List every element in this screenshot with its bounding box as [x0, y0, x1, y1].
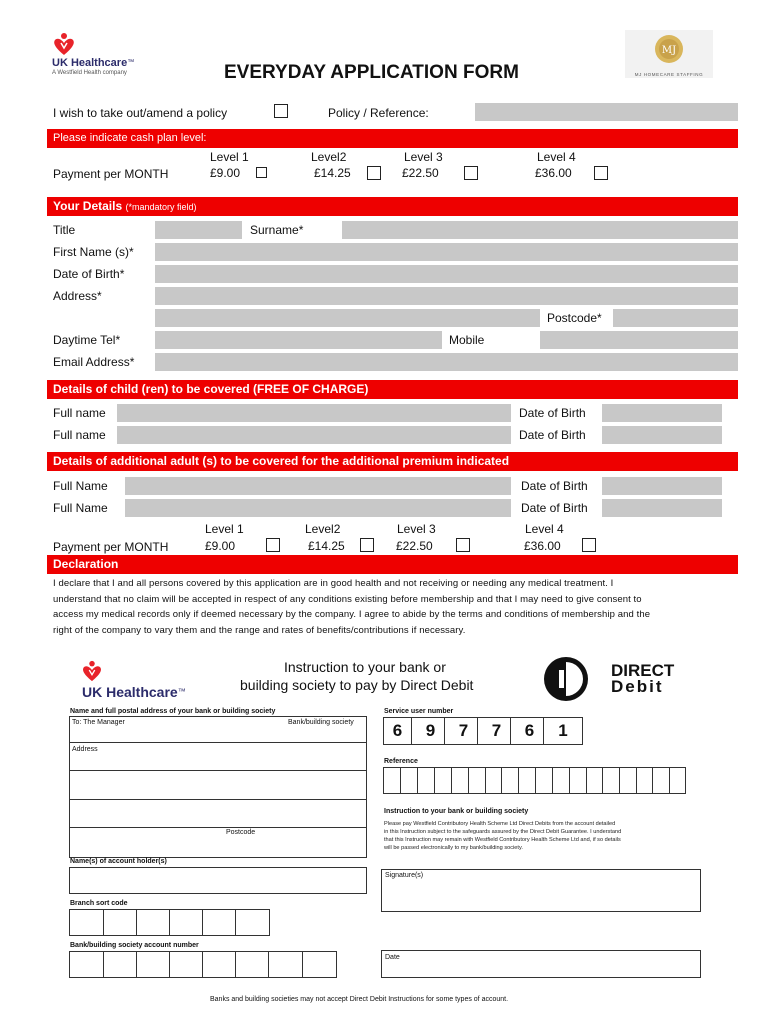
sort-code-label: Branch sort code	[70, 900, 128, 907]
reference-cell	[637, 768, 653, 793]
service-user-digit: 1	[558, 721, 568, 740]
child-1-name-input[interactable]	[117, 404, 511, 422]
svg-text:MJ: MJ	[661, 45, 677, 56]
mandatory-note: (*mandatory field)	[125, 202, 197, 212]
address-label: Address*	[53, 289, 102, 303]
first-name-input[interactable]	[155, 243, 738, 261]
your-details-title: Your Details	[53, 199, 123, 213]
account-number-input[interactable]	[69, 951, 337, 978]
level-2-checkbox[interactable]	[367, 166, 381, 180]
reference-cell	[519, 768, 536, 793]
level-3-label: Level 3	[404, 150, 443, 164]
direct-debit-emblem-icon	[543, 656, 589, 702]
dd-title-line-1: Instruction to your bank or	[284, 659, 446, 675]
declaration-bar	[47, 555, 738, 574]
adult-1-dob-input[interactable]	[602, 477, 722, 495]
level-2-label: Level2	[311, 150, 347, 164]
dd-address-label: Address	[72, 746, 98, 753]
children-bar	[47, 380, 738, 399]
reference-cell	[570, 768, 587, 793]
instruction-line: Please pay Westfield Contributory Health Scheme Ltd Direct Debits from the account detailed	[384, 821, 616, 827]
declaration-line: right of the company to vary them and the range and rates of benefits/contributions if necessary.	[53, 624, 466, 636]
signature-box[interactable]	[381, 869, 701, 912]
first-name-label: First Name (s)*	[53, 245, 134, 259]
logo-tm: ™	[127, 59, 135, 66]
reference-cell	[401, 768, 418, 793]
daytime-tel-label: Daytime Tel*	[53, 333, 121, 347]
bank-address-label: Name and full postal address of your bank or building society	[70, 708, 276, 715]
bank-society-text: Bank/building society	[288, 719, 354, 726]
sort-code-cell	[137, 910, 170, 935]
adult-2-name-label: Full Name	[53, 501, 108, 515]
instruction-line: in this Instruction subject to the safeguards assured by the Direct Debit Guarantee. I understand	[384, 829, 622, 835]
reference-cell	[553, 768, 570, 793]
postcode-input[interactable]	[613, 309, 738, 327]
divider	[70, 742, 366, 743]
dd-footer-note: Banks and building societies may not accept Direct Debit Instructions for some types of account.	[210, 996, 509, 1003]
heart-figure-icon	[52, 32, 76, 56]
policy-reference-input[interactable]	[475, 103, 738, 121]
account-number-cell	[137, 952, 170, 977]
child-1-name-label: Full name	[53, 406, 106, 420]
page-title: EVERYDAY APPLICATION FORM	[224, 62, 519, 83]
adult-2-dob-label: Date of Birth	[521, 501, 588, 515]
policy-reference-label: Policy / Reference:	[328, 106, 429, 120]
signature-label: Signature(s)	[385, 872, 424, 879]
account-number-cell	[203, 952, 236, 977]
adult-level-4-label: Level 4	[525, 522, 564, 536]
service-user-digit: 7	[483, 718, 511, 744]
dob-input[interactable]	[155, 265, 738, 283]
reference-cell	[502, 768, 519, 793]
service-user-digit: 6	[516, 718, 544, 744]
level-3-price: £22.50	[402, 166, 439, 180]
level-1-label: Level 1	[210, 150, 249, 164]
adult-level-4-price: £36.00	[524, 539, 561, 553]
email-label: Email Address*	[53, 355, 135, 369]
account-number-cell	[170, 952, 203, 977]
level-1-checkbox[interactable]	[256, 167, 267, 178]
your-details-bar	[47, 197, 738, 216]
children-bar-title: Details of child (ren) to be covered (FREE OF CHARGE)	[53, 382, 369, 396]
level-3-checkbox[interactable]	[464, 166, 478, 180]
adults-bar-title: Details of additional adult (s) to be covered for the additional premium indicated	[53, 454, 510, 468]
reference-cell	[620, 768, 637, 793]
service-user-digit: 6	[384, 718, 412, 744]
reference-cell	[587, 768, 603, 793]
heart-figure-icon	[81, 660, 103, 682]
declaration-line: understand that no claim will be accepted in respect of any conditions existing before membership and that I may need to give consent to	[53, 593, 642, 605]
daytime-tel-input[interactable]	[155, 331, 442, 349]
adult-level-2-label: Level2	[305, 522, 341, 536]
dd-uk-healthcare-logo	[78, 660, 188, 700]
logo-brand: UK Healthcare	[52, 57, 128, 69]
bank-address-box[interactable]	[69, 716, 367, 858]
address-input-line-1[interactable]	[155, 287, 738, 305]
dd-postcode-label: Postcode	[226, 829, 256, 836]
reference-cell	[418, 768, 435, 793]
instruction-text	[384, 820, 704, 852]
adult-payment-label: Payment per MONTH	[53, 540, 169, 554]
adult-level-4-checkbox[interactable]	[582, 538, 596, 552]
divider	[70, 770, 366, 771]
partner-logo-text: MJ HOMECARE STAFFING	[634, 72, 704, 77]
adult-1-name-label: Full Name	[53, 479, 108, 493]
account-number-cell	[236, 952, 269, 977]
dd-logo-tm: ™	[177, 687, 186, 696]
adult-2-name-input[interactable]	[125, 499, 511, 517]
cash-plan-bar	[47, 129, 738, 148]
reference-cell	[469, 768, 486, 793]
instruction-line: will be passed electronically to my bank/building society.	[384, 845, 523, 851]
partner-logo	[625, 30, 713, 78]
level-2-price: £14.25	[314, 166, 351, 180]
sort-code-input[interactable]	[69, 909, 270, 936]
adult-level-2-price: £14.25	[308, 539, 345, 553]
account-number-label: Bank/building society account number	[70, 942, 199, 949]
account-number-cell	[104, 952, 137, 977]
instruction-line: that this Instruction may remain with Westfield Contributory Health Scheme Ltd and, if so details	[384, 837, 621, 843]
reference-cell	[603, 768, 620, 793]
adults-bar	[47, 452, 738, 471]
adult-2-dob-input[interactable]	[602, 499, 722, 517]
mj-emblem-icon	[654, 34, 684, 64]
divider	[70, 799, 366, 800]
postcode-label: Postcode*	[547, 311, 602, 325]
reference-cell	[536, 768, 553, 793]
date-box[interactable]	[381, 950, 701, 978]
surname-input[interactable]	[342, 221, 738, 239]
level-4-price: £36.00	[535, 166, 572, 180]
adult-level-1-label: Level 1	[205, 522, 244, 536]
adult-1-dob-label: Date of Birth	[521, 479, 588, 493]
mobile-input[interactable]	[540, 331, 738, 349]
child-2-dob-label: Date of Birth	[519, 428, 586, 442]
adult-level-2-checkbox[interactable]	[360, 538, 374, 552]
date-label: Date	[385, 954, 400, 961]
instruction-label: Instruction to your bank or building society	[384, 808, 529, 815]
declaration-bar-title: Declaration	[53, 557, 119, 571]
child-1-dob-label: Date of Birth	[519, 406, 586, 420]
dd-logo-line-2: Debit	[611, 677, 664, 696]
child-2-dob-input[interactable]	[602, 426, 722, 444]
service-user-digit: 7	[450, 718, 478, 744]
take-out-policy-label: I wish to take out/amend a policy	[53, 106, 228, 120]
reference-cell	[384, 768, 401, 793]
level-4-checkbox[interactable]	[594, 166, 608, 180]
reference-cell	[452, 768, 469, 793]
declaration-line: access my medical records only if deemed necessary by the company. I agree to abide by the terms and conditions of membership and the	[53, 609, 651, 620]
sort-code-cell	[203, 910, 236, 935]
declaration-line: I declare that I and all persons covered by this application are in good health and not receiving or needing any medical treatment. I	[53, 578, 614, 589]
title-label: Title	[53, 223, 76, 237]
child-1-dob-input[interactable]	[602, 404, 722, 422]
reference-input[interactable]	[383, 767, 686, 794]
reference-cell	[486, 768, 502, 793]
service-user-digit: 9	[417, 718, 445, 744]
sort-code-cell	[170, 910, 203, 935]
level-1-price: £9.00	[210, 166, 241, 180]
mobile-label: Mobile	[449, 333, 485, 347]
sort-code-cell	[70, 910, 104, 935]
payment-per-month-label: Payment per MONTH	[53, 167, 169, 181]
account-number-cell	[70, 952, 104, 977]
take-out-policy-checkbox[interactable]	[274, 104, 288, 118]
reference-cell	[653, 768, 670, 793]
account-holder-input[interactable]	[69, 867, 367, 894]
adult-level-3-price: £22.50	[396, 539, 433, 553]
declaration-text	[53, 576, 743, 638]
account-number-cell	[269, 952, 303, 977]
adult-1-name-input[interactable]	[125, 477, 511, 495]
email-input[interactable]	[155, 353, 738, 371]
child-2-name-input[interactable]	[117, 426, 511, 444]
surname-label: Surname*	[250, 223, 304, 237]
to-manager-text: To: The Manager	[72, 719, 125, 726]
dob-label: Date of Birth*	[53, 267, 125, 281]
service-user-label: Service user number	[384, 708, 454, 715]
direct-debit-logo	[543, 656, 693, 702]
sort-code-cell	[104, 910, 137, 935]
address-input-line-2[interactable]	[155, 309, 540, 327]
dd-logo-brand: UK Healthcare	[82, 684, 178, 700]
account-holder-label: Name(s) of account holder(s)	[70, 858, 167, 865]
child-2-name-label: Full name	[53, 428, 106, 442]
cash-plan-bar-label: Please indicate cash plan level:	[53, 132, 207, 144]
dd-logo-line-1: DIRECT	[611, 661, 675, 680]
adult-level-3-label: Level 3	[397, 522, 436, 536]
dd-title-line-2: building society to pay by Direct Debit	[240, 677, 474, 693]
adult-level-3-checkbox[interactable]	[456, 538, 470, 552]
logo-tagline: A Westfield Health company	[52, 70, 127, 76]
reference-label: Reference	[384, 758, 418, 765]
level-4-label: Level 4	[537, 150, 576, 164]
adult-level-1-checkbox[interactable]	[266, 538, 280, 552]
uk-healthcare-logo	[52, 32, 147, 80]
reference-cell	[435, 768, 452, 793]
service-user-number	[383, 717, 583, 745]
adult-level-1-price: £9.00	[205, 539, 236, 553]
title-input[interactable]	[155, 221, 242, 239]
divider	[70, 827, 366, 828]
